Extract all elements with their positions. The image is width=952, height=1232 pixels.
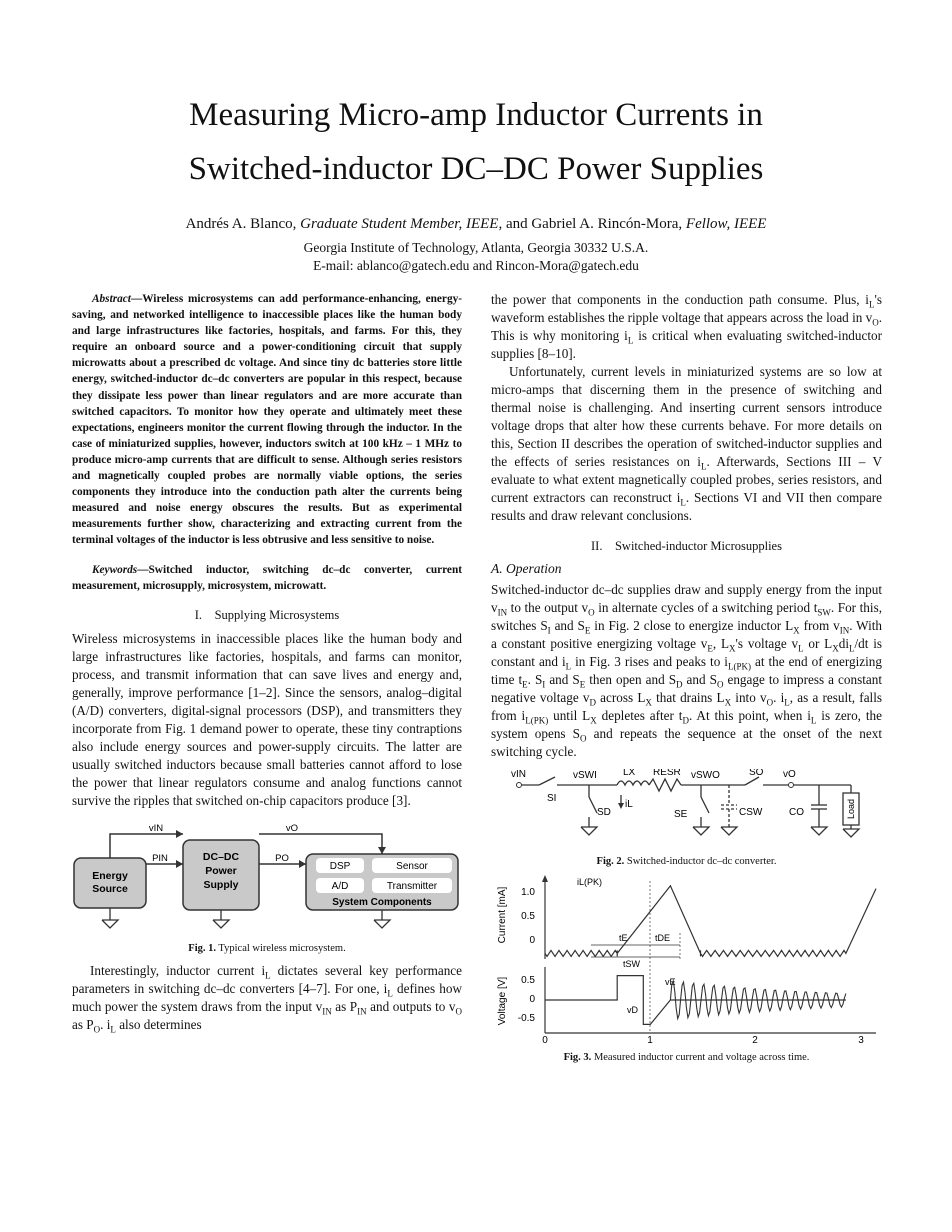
figure-2-schematic [491, 769, 882, 847]
csw-label: CSW [739, 807, 763, 818]
vswo-label: vSWO [691, 770, 720, 781]
vin-label: vIN [511, 769, 526, 780]
figure-3-chart [491, 873, 882, 1043]
author-1: Andrés A. Blanco, [185, 216, 301, 232]
paragraph: the power that components in the conduction path consume. Plus, $i_L's$ waveform establishes the ripple voltage that appears across the load in $v_O$. This is why monitoring $i_L$ is critical when evaluating switched-inductor supplies [8–10]. [491, 292, 883, 361]
tsw-label: tSW [623, 959, 640, 969]
vo-label: vO [285, 823, 299, 834]
x-tick-labels [542, 1035, 864, 1043]
section-number: II. [591, 539, 603, 553]
keywords [72, 562, 462, 594]
load-label: Load [846, 798, 856, 820]
title-line-1: Measuring Micro-amp Inductor Currents in [189, 97, 763, 133]
pin-label: PIN [152, 852, 168, 864]
arrow-icon [176, 830, 183, 838]
section-heading-2 [491, 539, 882, 554]
left-column [72, 291, 462, 1034]
arrow-icon [618, 803, 624, 809]
current-waveform [545, 886, 876, 957]
power-supply-label: DC–DC Power Supply [202, 850, 240, 891]
tick-label: 0 [529, 994, 535, 1005]
se-label: SE [674, 809, 688, 820]
tick-label: 3 [858, 1035, 864, 1043]
sd-label: SD [597, 807, 611, 818]
terminal-icon [789, 783, 794, 788]
section-title: Supplying Microsystems [214, 607, 340, 622]
right-column [491, 291, 882, 1063]
lx-label: LX [623, 769, 636, 778]
affiliation: Georgia Institute of Technology, Atlanta, Georgia 30332 U.S.A. [303, 240, 649, 255]
current-axis-label: Current [mA] [497, 886, 508, 944]
email: E-mail: ablanco@gatech.edu and Rincon-Mora@gatech.edu [313, 258, 639, 273]
components-label: System Components [332, 896, 432, 908]
energy-source-label: Energy Source [92, 869, 128, 895]
ilpk-label: iL(PK) [577, 877, 603, 887]
tick-label: 1.0 [521, 887, 535, 898]
figure-3 [491, 873, 882, 1063]
caption-label: Fig. 1. [188, 942, 216, 954]
arrow-icon [299, 860, 306, 868]
section-number: I. [194, 607, 203, 622]
tick-label: 2 [752, 1035, 758, 1043]
section-heading-1 [72, 608, 462, 623]
te-label: tE [619, 933, 628, 943]
tick-label: 0 [529, 935, 535, 946]
si-label: SI [547, 793, 557, 804]
co-label: CO [789, 807, 804, 818]
figure-1-diagram [72, 824, 462, 934]
ve-label: vE [665, 977, 676, 987]
tick-label: 0.5 [521, 975, 535, 986]
ad-label: A/D [331, 880, 349, 892]
paragraph: Wireless microsystems in inaccessible places like the human body and large infrastructures like factories, hospitals, and farms can monitor, process, and transmit information that can save lives and energy and, generally, improve performance [1–2]. Since the sensors, analog–digital (A/D) converters, digital-signal processors (DSP), and transmitters they incorporate from Fig. 1 demand power to operate, these tiny contraptions also include energy sources and power-supply circuits. The latter are usually switched inductors because small batteries cannot afford to lose the power that linear regulators consume and analog functions cannot survive the ripples that switched on-chip capacitors produce [3]. [72, 630, 462, 808]
tick-label: -0.5 [517, 1013, 535, 1024]
tick-label: 1 [647, 1035, 653, 1043]
dsp-label: DSP [329, 860, 351, 872]
ground-icon [102, 908, 118, 928]
paragraph: Unfortunately, current levels in miniaturized systems are so low at micro-amps that discerning them in the presence of switching and thermal noise is challenging. And inserting current sensors introduce voltage drops that alter how these currents behave. For more details on this, Section II describes the operation of switched-inductor supplies and the effects of series resistances on $i_L$. Afterwards, Sections III – V evaluate to what extent magnetically coupled probes, series resistors, and current extractors can reconstruct $i_L$. Sections VI and VII then compare results and draw relevant conclusions. [491, 364, 882, 523]
caption-label: Fig. 2. [596, 856, 625, 867]
keywords-lead: Keywords [92, 563, 138, 576]
author-line [0, 216, 952, 233]
sensor-label: Sensor [396, 860, 428, 872]
keywords-text: —Switched inductor, switching dc–dc converter, current measurement, microsupply, microsystem, microwatt. [72, 563, 462, 592]
section-title: Switched-inductor Microsupplies [614, 539, 782, 553]
caption-text: Measured inductor current and voltage across time. [591, 1052, 810, 1063]
so-label: SO [749, 769, 764, 778]
vd-label: vD [627, 1005, 638, 1015]
current-tick-labels [521, 887, 535, 946]
ground-icon [374, 910, 390, 928]
abstract-text: —Wireless microsystems can add performance-enhancing, energy-saving, and networked intelligence to inaccessible places like the human body and large infrastructures like factories, hospitals, and farms. For this, they require an onboard source and a power-conditioning circuit that supply microwatts about a prescribed dc voltage. And since tiny dc batteries store little energy, switched-inductor dc–dc converters are popular in this respect, because they dissipate less power than linear regulators and are more accurate than switched capacitors. To monitor how they operate and ultimately meet these expectations, engineers monitor the current flowing through the inductor. In the case of miniaturized supplies, however, inductors switch at 100 kHz – 1 MHz to produce micro-amp currents that are difficult to sense. Although series resistors and magnetically coupled probes are normally viable options, the series components they introduce into the conduction path alter the currents being measured and noise energy obscures the results. But as experimental measurements further show, characterizing and extracting current from the terminal voltages of the inductor is less obtrusive and less sensitive to noise. [72, 293, 462, 547]
transmitter-label: Transmitter [386, 880, 438, 892]
arrow-icon [542, 875, 548, 882]
arrow-icon [176, 860, 183, 868]
vswi-label: vSWI [573, 770, 597, 781]
tick-label: 0.5 [521, 911, 535, 922]
subsection-heading: A. Operation [491, 561, 562, 576]
output-wire [259, 834, 382, 854]
paper-title [0, 88, 952, 196]
schematic-labels [511, 769, 804, 820]
figure-3-caption [491, 1052, 882, 1063]
ground-icon [213, 910, 229, 928]
affiliation-block [0, 239, 952, 275]
paragraph: Interestingly, inductor current $i_L$ dictates several key performance parameters in switching dc–dc converters [4–7]. For one, $i_L$ defines how much power the system draws from the input $v_{IN}$ as $P_{IN}$ and outputs to $v_O$ as $P_O$. $i_L$ also determines [72, 962, 462, 1035]
caption-label: Fig. 3. [563, 1052, 592, 1063]
voltage-tick-labels [518, 975, 536, 1024]
paragraph: Switched-inductor dc–dc supplies draw and supply energy from the input $v_{IN}$ to the output $v_O$ in alternate cycles of a switching period $t_{SW}$. For this, switches $S_I$ and $S_E$ in Fig. 2 close to energize inductor $L_X$ from $v_{IN}$. With a constant positive energizing voltage $v_E$, $L_X's$ voltage $v_L$ or $L_Xdi_L/dt$ is constant and $i_L$ in Fig. 3 rises and peaks to $i_{L(PK)}$ at the end of energizing time $t_E$. $S_I$ and $S_E$ then open and $S_D$ and $S_O$ engage to impress a constant negative voltage $v_D$ across $L_X$ that drains $L_X$ into $v_O$. $i_L$, as a result, falls from $i_{L(PK)}$ until $L_X$ depletes after $t_D$. At this point, when $i_L$ is zero, the system opens $S_O$ and repeats the sequence at the onset of the next switching cycle. [491, 582, 883, 759]
input-wire [110, 834, 183, 858]
circuit-wires [519, 777, 859, 837]
title-line-2: Switched-inductor DC–DC Power Supplies [188, 151, 764, 187]
resr-label: RESR [653, 769, 681, 778]
figure-1 [72, 824, 462, 954]
arrow-icon [378, 847, 386, 854]
figure-2 [491, 769, 882, 867]
tick-label: 0 [542, 1035, 548, 1043]
abstract [72, 291, 462, 549]
vo-label: vO [783, 769, 796, 780]
po-label: PO [275, 852, 289, 864]
abstract-lead: Abstract [92, 293, 131, 305]
figure-2-caption [491, 856, 882, 867]
terminal-icon [517, 783, 522, 788]
caption-text: Typical wireless microsystem. [216, 942, 346, 954]
il-label: iL [625, 799, 633, 810]
tde-label: tDE [655, 933, 671, 943]
vin-label: vIN [148, 823, 164, 834]
author-1-role: Graduate Student Member, IEEE [300, 216, 499, 232]
figure-1-caption [72, 943, 462, 954]
voltage-axis-label: Voltage [V] [497, 976, 508, 1026]
author-2-role: Fellow, IEEE [685, 216, 767, 232]
caption-text: Switched-inductor dc–dc converter. [624, 856, 777, 867]
author-2: , and Gabriel A. Rincón-Mora, [498, 216, 686, 232]
